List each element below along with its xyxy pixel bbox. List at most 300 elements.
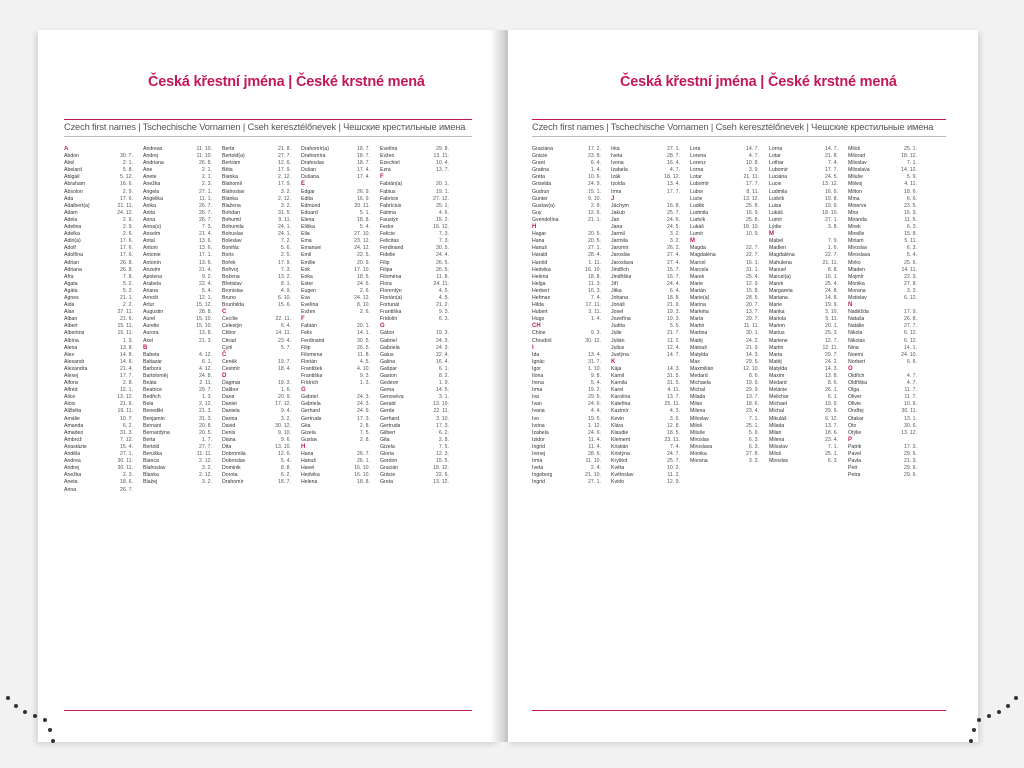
name-day-row [64,281,133,288]
name-day-date: 13. 12. [822,181,838,188]
first-name: Blažej [143,479,158,486]
first-name: Ester [301,280,314,287]
first-name: Kristián [611,443,629,450]
name-day-row [769,437,838,444]
name-day-row [222,366,291,373]
name-column [380,146,449,706]
name-day-row [848,160,917,167]
name-day-row [532,288,601,295]
first-name: Angelika [143,195,163,202]
name-day-row [222,217,291,224]
name-day-date: 29. 8. [436,146,449,152]
name-day-date: 11. 4. [588,436,601,443]
name-day-row [222,423,291,430]
name-day-date: 4. 5. [438,287,449,294]
name-day-row [532,146,601,153]
name-column [769,146,838,706]
name-day-row [690,408,759,415]
name-day-row [690,231,759,238]
first-name: Edita [301,195,313,202]
name-day-row [769,366,838,373]
name-day-row [380,309,449,316]
first-name: Adrian [64,259,79,266]
first-name: Nikola [848,330,863,337]
first-name: Nikolas [848,337,866,344]
name-day-date: 2. 9. [122,224,133,231]
name-day-row [690,302,759,309]
name-day-row [64,153,133,160]
first-name: Alan [64,309,75,316]
name-day-row [848,146,917,153]
name-day-date: 30. 1. [746,330,759,337]
name-day-row [532,302,601,309]
name-day-row [301,238,370,245]
first-name: Andrej [143,153,158,160]
name-day-row [222,430,291,437]
first-name: Cyril [222,344,233,351]
first-name: Andreas [143,146,163,152]
first-name: Matylda [690,351,709,358]
first-name: Kája [611,365,622,372]
name-day-row [301,458,370,465]
first-name: Bernardýna [143,429,170,436]
first-name: Bela [143,401,154,408]
name-day-date: 16. 10. [354,472,370,479]
first-name: Emílie [301,259,316,266]
name-day-row [143,302,212,309]
name-day-date: 3. 10. [436,415,449,422]
name-day-row [301,345,370,352]
name-day-date: 20. 9. [357,259,370,266]
name-day-row [532,267,601,274]
name-day-date: 21. 7. [667,330,680,337]
first-name: Dobroslav [222,458,246,465]
name-day-row [222,338,291,345]
right-page [508,30,978,742]
name-day-date: 13. 12. [117,394,133,401]
name-day-row [143,408,212,415]
name-day-row [611,174,680,181]
name-day-date: 5. 4. [201,287,212,294]
name-day-row [64,472,133,479]
name-day-date: 21. 4. [199,231,212,238]
name-day-row [690,217,759,224]
name-day-date: 14. 7. [746,146,759,152]
section-letter: H [301,443,306,450]
name-day-row [848,274,917,281]
name-day-date: 18. 8. [588,273,601,280]
first-name: Jan [611,216,620,223]
name-day-row [769,288,838,295]
section-letter: O [848,365,853,372]
name-day-row [380,281,449,288]
first-name: Gabriela [380,344,400,351]
name-day-date: 19. 3. [436,330,449,337]
name-day-row [64,394,133,401]
name-day-date: 5. 11. [904,238,917,245]
name-day-date: 18. 12. [664,174,680,181]
first-name: Natálie [848,323,865,330]
name-day-row [143,416,212,423]
name-day-date: 30. 11. [901,408,917,415]
name-day-date: 2. 8. [359,436,370,443]
first-name: Jarmil [611,231,625,238]
first-name: Fatima [380,209,396,216]
first-name: Kvido [611,479,624,486]
name-day-date: 9. 3. [359,373,370,379]
first-name: Manuel [769,266,787,273]
first-name: Klement [611,436,631,443]
name-day-row [532,309,601,316]
first-name: Gratina [532,167,550,174]
name-day-date: 13. 7. [436,167,449,174]
first-name: Klaudie [611,429,629,436]
name-day-row [532,210,601,217]
name-day-row [64,373,133,380]
name-day-row [380,338,449,345]
name-day-row [222,245,291,252]
first-name: Gita [301,422,311,429]
name-day-row [611,387,680,394]
name-day-row [532,181,601,188]
first-name: Irma [532,387,543,394]
name-day-date: 19. 8. [825,195,838,202]
name-day-row [301,288,370,295]
name-day-date: 26. 7. [357,451,370,458]
name-day-row [690,423,759,430]
name-day-row [769,238,838,245]
first-name: Miluše [690,429,705,436]
name-day-row [143,387,212,394]
name-day-date: 27. 8. [746,451,759,458]
first-name: Alex [64,351,75,358]
name-day-row [532,373,601,380]
first-name: Helga [532,280,546,287]
first-name: Adam [64,209,78,216]
first-name: Fabricie [380,195,399,202]
name-day-row [848,394,917,401]
first-name: Elena [301,216,315,223]
name-day-row [301,160,370,167]
first-name: Marius [769,330,785,337]
name-day-row [380,252,449,259]
name-day-row [611,217,680,224]
first-name: Ida [532,351,540,358]
name-day-date: 16. 4. [667,160,680,167]
name-day-row [611,380,680,387]
name-day-row [64,430,133,437]
first-name: Abigail [64,174,80,181]
first-name: Františka [380,309,402,316]
name-day-row [301,224,370,231]
name-day-row [769,430,838,437]
name-day-date: 26. 7. [199,216,212,223]
name-day-row [143,252,212,259]
name-day-row [611,231,680,238]
name-day-row [222,260,291,267]
first-name: Ivona [611,160,624,167]
name-day-row [611,401,680,408]
name-day-date: 21. 3. [199,337,212,344]
first-name: Nina [848,344,859,351]
name-day-row [143,316,212,323]
first-name: Marek [769,280,784,287]
name-day-date: 25. 11. [664,401,680,408]
section-letter: P [848,436,853,443]
name-day-date: 18. 6. [120,479,133,486]
first-name: Františka [301,373,323,379]
name-day-date: 17. 6. [120,245,133,252]
first-name: Lorena [690,153,707,160]
name-day-row [532,316,601,323]
name-day-date: 14. 3. [825,365,838,372]
name-day-row [301,231,370,238]
name-day-date: 23. 5. [904,202,917,209]
first-name: Amálie [64,415,80,422]
first-name: Ludmila [769,188,788,195]
name-day-row [611,153,680,160]
name-day-date: 19. 11. [117,408,133,415]
section-letter: N [848,302,853,309]
name-day-date: 17. 3. [357,415,370,422]
first-name: Norbert [848,358,866,365]
name-day-date: 24. 12. [354,245,370,252]
name-day-row [222,479,291,486]
first-name: Milena [690,408,706,415]
first-name: Iva [532,394,539,401]
name-day-date: 21. 3. [904,458,917,465]
name-day-row [143,231,212,238]
name-day-row [848,217,917,224]
first-name: Kamil [611,373,624,379]
name-day-row [690,345,759,352]
name-day-row [222,238,291,245]
first-name: Berta [222,146,235,152]
name-day-row [222,153,291,160]
name-day-row [64,167,133,174]
first-name: Dagmar [222,380,241,387]
name-day-date: 24. 3. [436,344,449,351]
name-day-row [380,260,449,267]
name-day-date: 4. 3. [669,408,680,415]
name-day-row [64,252,133,259]
first-name: Ferdinand [380,245,404,252]
first-name: Ludvík [769,195,785,202]
first-name: Bořek [222,259,236,266]
name-day-row [222,295,291,302]
first-name: Klára [611,422,624,429]
name-day-row [380,345,449,352]
name-day-row [301,366,370,373]
first-name: Daniel [222,401,237,408]
name-day-row [848,224,917,231]
first-name: Čestmír [222,365,241,372]
first-name: Josef [611,309,624,316]
first-name: Lorna [690,167,704,174]
name-day-row [690,451,759,458]
first-name: Genovéva [380,394,404,401]
name-day-row [848,267,917,274]
name-day-date: 16. 6. [120,181,133,188]
first-name: Marie(a) [690,294,710,301]
name-day-date: 12. 7. [825,337,838,344]
first-name: Naděžda [848,309,869,316]
first-name: Melichar [769,394,789,401]
name-day-row [380,352,449,359]
name-columns [532,146,946,706]
name-day-row [380,238,449,245]
name-day-row [611,366,680,373]
name-day-row [380,437,449,444]
name-day-date: 25. 1. [904,146,917,152]
name-day-row [143,472,212,479]
name-day-row [769,352,838,359]
name-day-date: 24. 9. [588,181,601,188]
first-name: Guy [532,209,542,216]
first-name: Grácie [532,153,548,160]
name-day-date: 25. 8. [746,216,759,223]
first-name: Maxim [769,373,785,379]
name-day-date: 26. 7. [120,486,133,493]
name-day-date: 29. 6. [904,451,917,458]
name-day-row [64,401,133,408]
first-name: Bianka [222,174,238,181]
first-name: Blahomil [222,181,242,188]
name-day-row [532,160,601,167]
name-day-date: 6. 3. [906,224,917,231]
name-day-date: 11. 7. [904,394,917,401]
name-day-date: 27. 10. [354,231,370,238]
first-name: Ariana [143,287,158,294]
name-day-date: 15. 6. [278,302,291,309]
name-day-row [143,423,212,430]
first-name: Amanda [64,422,84,429]
name-day-row [301,146,370,153]
name-day-row [848,167,917,174]
name-day-date: 27. 1. [588,245,601,252]
name-day-row [64,174,133,181]
name-day-row [222,359,291,366]
first-name: Eva [301,294,310,301]
title-rule [64,119,472,120]
name-day-date: 18. 6. [825,429,838,436]
name-day-date: 12. 3. [436,451,449,458]
name-day-date: 23. 11. [664,436,680,443]
first-name: Hana [301,451,314,458]
name-day-date: 5. 6. [280,245,291,252]
name-day-row [143,352,212,359]
name-day-row [848,416,917,423]
name-day-row [690,366,759,373]
name-day-date: 21. 6. [120,401,133,408]
first-name: Albertina [64,330,85,337]
name-day-row [611,274,680,281]
first-name: Boris [222,252,234,259]
name-day-date: 11. 3. [588,280,601,287]
name-day-date: 13. 8. [120,344,133,351]
first-name: Arnošt [143,294,158,301]
name-day-date: 11. 8. [357,351,370,358]
section-letter: H [532,224,537,231]
name-day-date: 19. 9. [825,202,838,209]
name-day-date: 24. 3. [357,394,370,401]
name-day-row [611,160,680,167]
name-day-row [611,444,680,451]
first-name: Faustýn [380,216,399,223]
name-day-row [222,380,291,387]
name-day-date: 8. 6. [748,373,759,379]
name-day-date: 26. 5. [357,344,370,351]
name-day-row [532,189,601,196]
first-name: Izidor [532,436,545,443]
name-day-date: 23. 4. [825,436,838,443]
name-day-date: 12. 11. [822,344,838,351]
name-day-row [301,416,370,423]
name-day-date: 3. 1. [438,394,449,401]
name-day-row [301,437,370,444]
name-day-row [64,196,133,203]
name-day-date: 26. 8. [120,266,133,273]
name-day-row [380,423,449,430]
first-name: Abdon [64,153,80,160]
first-name: Lýdie [769,224,782,231]
first-name: Gvendolína [532,216,559,223]
name-day-date: 2. 1. [201,167,212,174]
first-name: Adelka [64,231,80,238]
name-day-row [690,373,759,380]
first-name: Miloš [848,146,861,152]
name-day-date: 18. 5. [667,429,680,436]
name-day-date: 24. 1. [278,231,291,238]
name-day-date: 18. 10. [743,224,759,231]
name-day-row [301,408,370,415]
name-day-row [611,181,680,188]
name-day-row [769,267,838,274]
section-letter: CH [532,323,541,330]
first-name: Gracián [380,465,399,472]
first-name: Ondřej [848,408,864,415]
first-name: Kryštof [611,458,628,465]
first-name: Gertruda [380,422,401,429]
first-name: Gilbert [380,429,396,436]
first-name: Gerhard [301,408,321,415]
name-day-date: 11. 2. [667,337,680,344]
first-name: Artur [143,302,155,309]
name-day-date: 20. 8. [199,422,212,429]
name-day-row [848,245,917,252]
first-name: Lumír [769,216,783,223]
first-name: Herbert [532,287,550,294]
name-day-row [690,210,759,217]
first-name: Erik [301,266,310,273]
name-day-date: 13. 12. [743,195,759,202]
first-name: Hugo [532,316,545,323]
first-name: Boleslav [222,238,242,245]
name-day-date: 19. 9. [746,380,759,387]
name-day-date: 2. 2. [122,302,133,309]
first-name: Lorenz [690,160,706,167]
name-day-date: 7. 9. [827,238,838,245]
first-name: Agáta [64,287,78,294]
name-day-date: 3. 8. [827,224,838,231]
name-day-date: 14. 3. [667,365,680,372]
first-name: Adalbert(a) [64,202,90,209]
first-name: Celestýn [222,323,243,330]
first-name: Barbora [143,365,162,372]
first-name: Gertruda [301,415,322,422]
name-day-date: 4. 10. [357,365,370,372]
name-day-row [611,295,680,302]
